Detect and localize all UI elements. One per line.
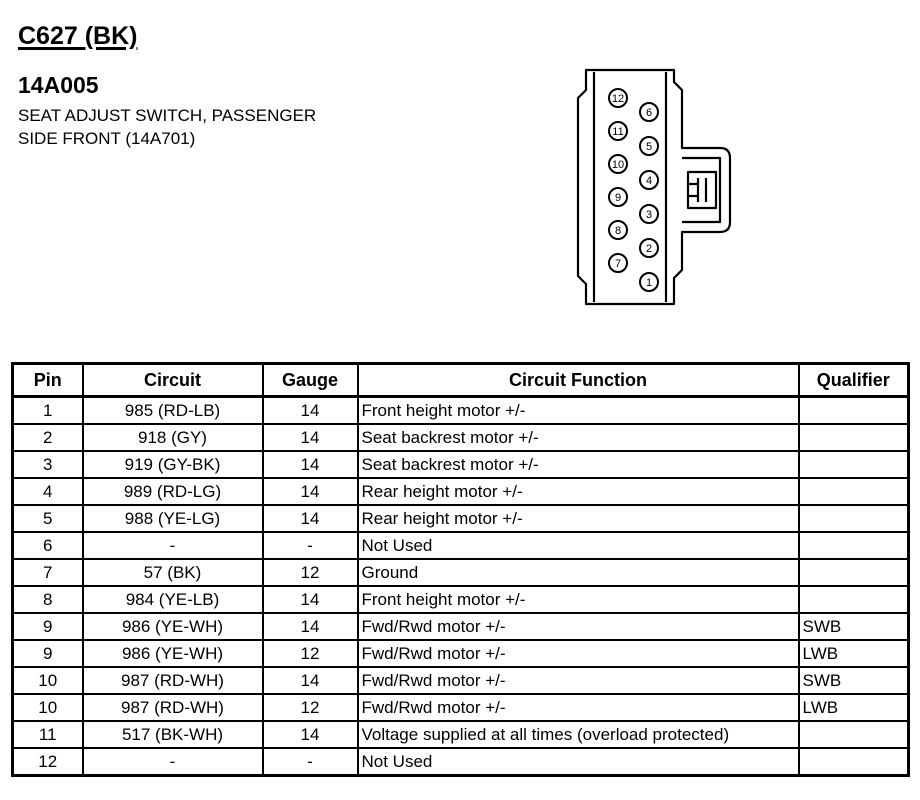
- table-row: [13, 559, 909, 586]
- circuit-cell: 919 (GY-BK): [83, 451, 263, 478]
- description-line: SEAT ADJUST SWITCH, PASSENGER: [18, 106, 317, 125]
- pin-number-label: 8: [614, 225, 622, 237]
- pin-cell: 4: [13, 478, 83, 505]
- pin-cell: 7: [13, 559, 83, 586]
- pin-cell: 10: [13, 694, 83, 721]
- gauge-cell: 14: [263, 721, 358, 748]
- pin-cell: 6: [13, 532, 83, 559]
- function-cell: Fwd/Rwd motor +/-: [358, 694, 799, 721]
- table-row: [13, 640, 909, 667]
- qualifier-cell: [799, 559, 909, 586]
- column-header-pin: Pin: [13, 364, 83, 397]
- connector-face-diagram: [570, 62, 740, 312]
- function-cell: Seat backrest motor +/-: [358, 451, 799, 478]
- column-header-circuit-function: Circuit Function: [358, 364, 799, 397]
- qualifier-cell: LWB: [799, 640, 909, 667]
- pin-number-label: 4: [645, 175, 653, 187]
- function-cell: Rear height motor +/-: [358, 478, 799, 505]
- function-cell: Fwd/Rwd motor +/-: [358, 640, 799, 667]
- circuit-cell: 517 (BK-WH): [83, 721, 263, 748]
- gauge-cell: 14: [263, 667, 358, 694]
- function-cell: Fwd/Rwd motor +/-: [358, 667, 799, 694]
- function-cell: Not Used: [358, 532, 799, 559]
- function-cell: Not Used: [358, 748, 799, 776]
- qualifier-cell: [799, 532, 909, 559]
- qualifier-cell: SWB: [799, 667, 909, 694]
- circuit-cell: 987 (RD-WH): [83, 694, 263, 721]
- pin-number-label: 1: [645, 277, 653, 289]
- pin-number-label: 7: [614, 258, 622, 270]
- column-header-gauge: Gauge: [263, 364, 358, 397]
- circuit-cell: 985 (RD-LB): [83, 397, 263, 425]
- part-number: 14A005: [18, 72, 99, 98]
- pin-number-label: 9: [614, 192, 622, 204]
- gauge-cell: 12: [263, 559, 358, 586]
- function-cell: Fwd/Rwd motor +/-: [358, 613, 799, 640]
- function-cell: Ground: [358, 559, 799, 586]
- pin-cell: 9: [13, 613, 83, 640]
- gauge-cell: 12: [263, 640, 358, 667]
- table-row: [13, 721, 909, 748]
- gauge-cell: 14: [263, 505, 358, 532]
- table-row: [13, 586, 909, 613]
- circuit-cell: -: [83, 532, 263, 559]
- pin-cell: 11: [13, 721, 83, 748]
- gauge-cell: 14: [263, 586, 358, 613]
- table-header-row: [13, 364, 909, 397]
- table-row: [13, 505, 909, 532]
- pin-number-label: 6: [645, 107, 653, 119]
- qualifier-cell: LWB: [799, 694, 909, 721]
- gauge-cell: 14: [263, 451, 358, 478]
- circuit-cell: 984 (YE-LB): [83, 586, 263, 613]
- gauge-cell: 14: [263, 397, 358, 425]
- pin-number-label: 11: [612, 126, 624, 138]
- pin-number-label: 2: [645, 243, 653, 255]
- table-row: [13, 397, 909, 425]
- gauge-cell: 12: [263, 694, 358, 721]
- qualifier-cell: [799, 586, 909, 613]
- pin-cell: 1: [13, 397, 83, 425]
- column-header-circuit: Circuit: [83, 364, 263, 397]
- pin-number-label: 5: [645, 141, 653, 153]
- circuit-cell: 989 (RD-LG): [83, 478, 263, 505]
- gauge-cell: 14: [263, 613, 358, 640]
- function-cell: Voltage supplied at all times (overload protected): [358, 721, 799, 748]
- pin-cell: 10: [13, 667, 83, 694]
- pin-cell: 9: [13, 640, 83, 667]
- qualifier-cell: [799, 451, 909, 478]
- table-row: [13, 694, 909, 721]
- table-row: [13, 613, 909, 640]
- circuit-cell: 986 (YE-WH): [83, 640, 263, 667]
- pin-number-label: 10: [611, 159, 625, 171]
- table-row: [13, 478, 909, 505]
- function-cell: Front height motor +/-: [358, 397, 799, 425]
- qualifier-cell: [799, 478, 909, 505]
- description-line: SIDE FRONT (14A701): [18, 129, 196, 148]
- table-row: [13, 424, 909, 451]
- table-row: [13, 451, 909, 478]
- pin-cell: 8: [13, 586, 83, 613]
- gauge-cell: -: [263, 532, 358, 559]
- table-row: [13, 532, 909, 559]
- qualifier-cell: [799, 505, 909, 532]
- connector-id: C627 (BK): [18, 22, 138, 50]
- function-cell: Rear height motor +/-: [358, 505, 799, 532]
- circuit-cell: 918 (GY): [83, 424, 263, 451]
- circuit-cell: 986 (YE-WH): [83, 613, 263, 640]
- pin-cell: 12: [13, 748, 83, 776]
- qualifier-cell: SWB: [799, 613, 909, 640]
- qualifier-cell: [799, 721, 909, 748]
- gauge-cell: 14: [263, 424, 358, 451]
- pin-cell: 3: [13, 451, 83, 478]
- function-cell: Front height motor +/-: [358, 586, 799, 613]
- circuit-cell: -: [83, 748, 263, 776]
- pin-number-label: 3: [645, 209, 653, 221]
- circuit-cell: 988 (YE-LG): [83, 505, 263, 532]
- qualifier-cell: [799, 397, 909, 425]
- qualifier-cell: [799, 748, 909, 776]
- circuit-cell: 57 (BK): [83, 559, 263, 586]
- circuit-cell: 987 (RD-WH): [83, 667, 263, 694]
- pin-cell: 5: [13, 505, 83, 532]
- pin-cell: 2: [13, 424, 83, 451]
- table-row: [13, 667, 909, 694]
- connector-description: [18, 104, 316, 150]
- function-cell: Seat backrest motor +/-: [358, 424, 799, 451]
- gauge-cell: -: [263, 748, 358, 776]
- pin-number-label: 12: [611, 93, 625, 105]
- column-header-qualifier: Qualifier: [799, 364, 909, 397]
- table-row: [13, 748, 909, 776]
- pinout-table: [11, 362, 910, 777]
- gauge-cell: 14: [263, 478, 358, 505]
- qualifier-cell: [799, 424, 909, 451]
